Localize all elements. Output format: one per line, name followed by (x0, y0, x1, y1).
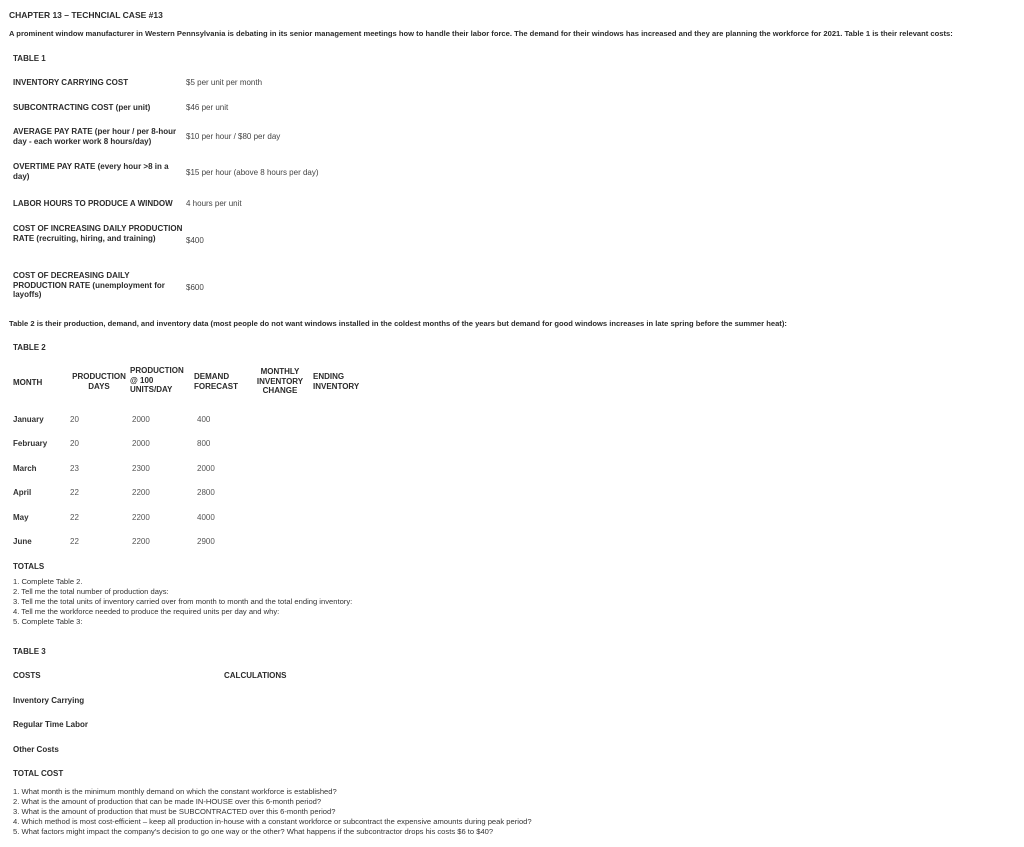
table2-cell-demand: 2800 (197, 488, 215, 497)
question-item: 2. What is the amount of production that can be made IN-HOUSE over this 6-month period? (13, 797, 322, 806)
table1-row-value: $5 per unit per month (186, 78, 263, 87)
table2-totals-label: TOTALS (13, 562, 45, 571)
table2-cell-production: 2200 (132, 537, 150, 546)
question-item: 4. Which method is most cost-efficient – keep all production in-house with a constant workforce or subcontract the expensive amounts during peak period? (13, 817, 532, 826)
table2-label: TABLE 2 (13, 343, 46, 352)
table3-header-costs: COSTS (13, 671, 41, 680)
question-item: 2. Tell me the total number of production days: (13, 587, 169, 596)
intro-text: A prominent window manufacturer in Western Pennsylvania is debating in its senior management meetings how to handle their labor force. The demand for their windows has increased and they are planning the workforce for 2021. Table 1 is their relevant costs: (9, 29, 953, 38)
table2-header-month: MONTH (13, 378, 43, 387)
table3-total-label: TOTAL COST (13, 769, 64, 778)
table3-row-label: Inventory Carrying (13, 696, 85, 705)
question-item: 3. Tell me the total units of inventory carried over from month to month and the total ending inventory: (13, 597, 353, 606)
table1-row-label: INVENTORY CARRYING COST (13, 78, 129, 87)
question-item: 4. Tell me the workforce needed to produce the required units per day and why: (13, 607, 280, 616)
table1-row-label: OVERTIME PAY RATE (every hour >8 in a day) (13, 162, 169, 181)
table2-cell-production: 2300 (132, 464, 150, 473)
table1-row-value: $600 (186, 283, 204, 292)
questions-list-2 (13, 787, 532, 837)
question-item: 5. What factors might impact the company's decision to go one way or the other? What happens if the subcontractor drops his costs $6 to $40? (13, 827, 494, 836)
table2-cell-demand: 800 (197, 439, 211, 448)
table2-header-production-days: PRODUCTION DAYS (72, 372, 126, 391)
table2-cell-days: 22 (70, 513, 79, 522)
table2-cell-demand: 2900 (197, 537, 215, 546)
table2-cell-days: 20 (70, 415, 79, 424)
page-title: CHAPTER 13 – TECHNCIAL CASE #13 (9, 10, 163, 20)
table1-row-value: $46 per unit (186, 103, 229, 112)
table1-row-value: $10 per hour / $80 per day (186, 132, 281, 141)
table2-cell-days: 23 (70, 464, 79, 473)
table1-row-value: 4 hours per unit (186, 199, 242, 208)
table3-row-label: Regular Time Labor (13, 720, 88, 729)
table2-cell-production: 2000 (132, 439, 150, 448)
table1-row-label: COST OF DECREASING DAILY PRODUCTION RATE (unemployment for layoffs) (13, 271, 165, 300)
table2-cell-production: 2200 (132, 488, 150, 497)
questions-list-1 (13, 577, 352, 627)
table2-cell-demand: 4000 (197, 513, 215, 522)
table1-row-label: LABOR HOURS TO PRODUCE A WINDOW (13, 199, 173, 208)
table2-month: February (13, 439, 48, 448)
question-item: 3. What is the amount of production that must be SUBCONTRACTED over this 6-month period? (13, 807, 336, 816)
table2-month: April (13, 488, 32, 497)
table2-month: January (13, 415, 44, 424)
table2-header-inventory-change: MONTHLY INVENTORY CHANGE (256, 367, 304, 396)
table2-header-demand: DEMAND FORECAST (194, 372, 238, 391)
table3-row-label: Other Costs (13, 745, 59, 754)
question-item: 5. Complete Table 3: (13, 617, 83, 626)
table1-row-label: COST OF INCREASING DAILY PRODUCTION RATE (recruiting, hiring, and training) (13, 224, 183, 243)
table3-label: TABLE 3 (13, 647, 46, 656)
table2-cell-production: 2200 (132, 513, 150, 522)
table2-intro: Table 2 is their production, demand, and inventory data (most people do not want windows installed in the coldest months of the years but demand for good windows increases in late spring before the summer heat): (9, 319, 787, 328)
question-item: 1. Complete Table 2. (13, 577, 83, 586)
table1-row-label: SUBCONTRACTING COST (per unit) (13, 103, 151, 112)
table2-cell-days: 20 (70, 439, 79, 448)
table2-month: June (13, 537, 32, 546)
table2-cell-days: 22 (70, 537, 79, 546)
table2-cell-days: 22 (70, 488, 79, 497)
table3-header-calculations: CALCULATIONS (224, 671, 287, 680)
question-item: 1. What month is the minimum monthly demand on which the constant workforce is established? (13, 787, 337, 796)
table1-row-value: $400 (186, 236, 204, 245)
table1-row-value: $15 per hour (above 8 hours per day) (186, 168, 319, 177)
table2-header-production: PRODUCTION @ 100 UNITS/DAY (130, 366, 184, 395)
table1-label: TABLE 1 (13, 54, 46, 63)
table2-cell-demand: 2000 (197, 464, 215, 473)
table2-month: March (13, 464, 37, 473)
table1-row-label: AVERAGE PAY RATE (per hour / per 8-hour day - each worker work 8 hours/day) (13, 127, 177, 146)
table2-header-ending-inventory: ENDING INVENTORY (313, 372, 360, 391)
table2-month: May (13, 513, 29, 522)
table2-cell-production: 2000 (132, 415, 150, 424)
table2-cell-demand: 400 (197, 415, 211, 424)
